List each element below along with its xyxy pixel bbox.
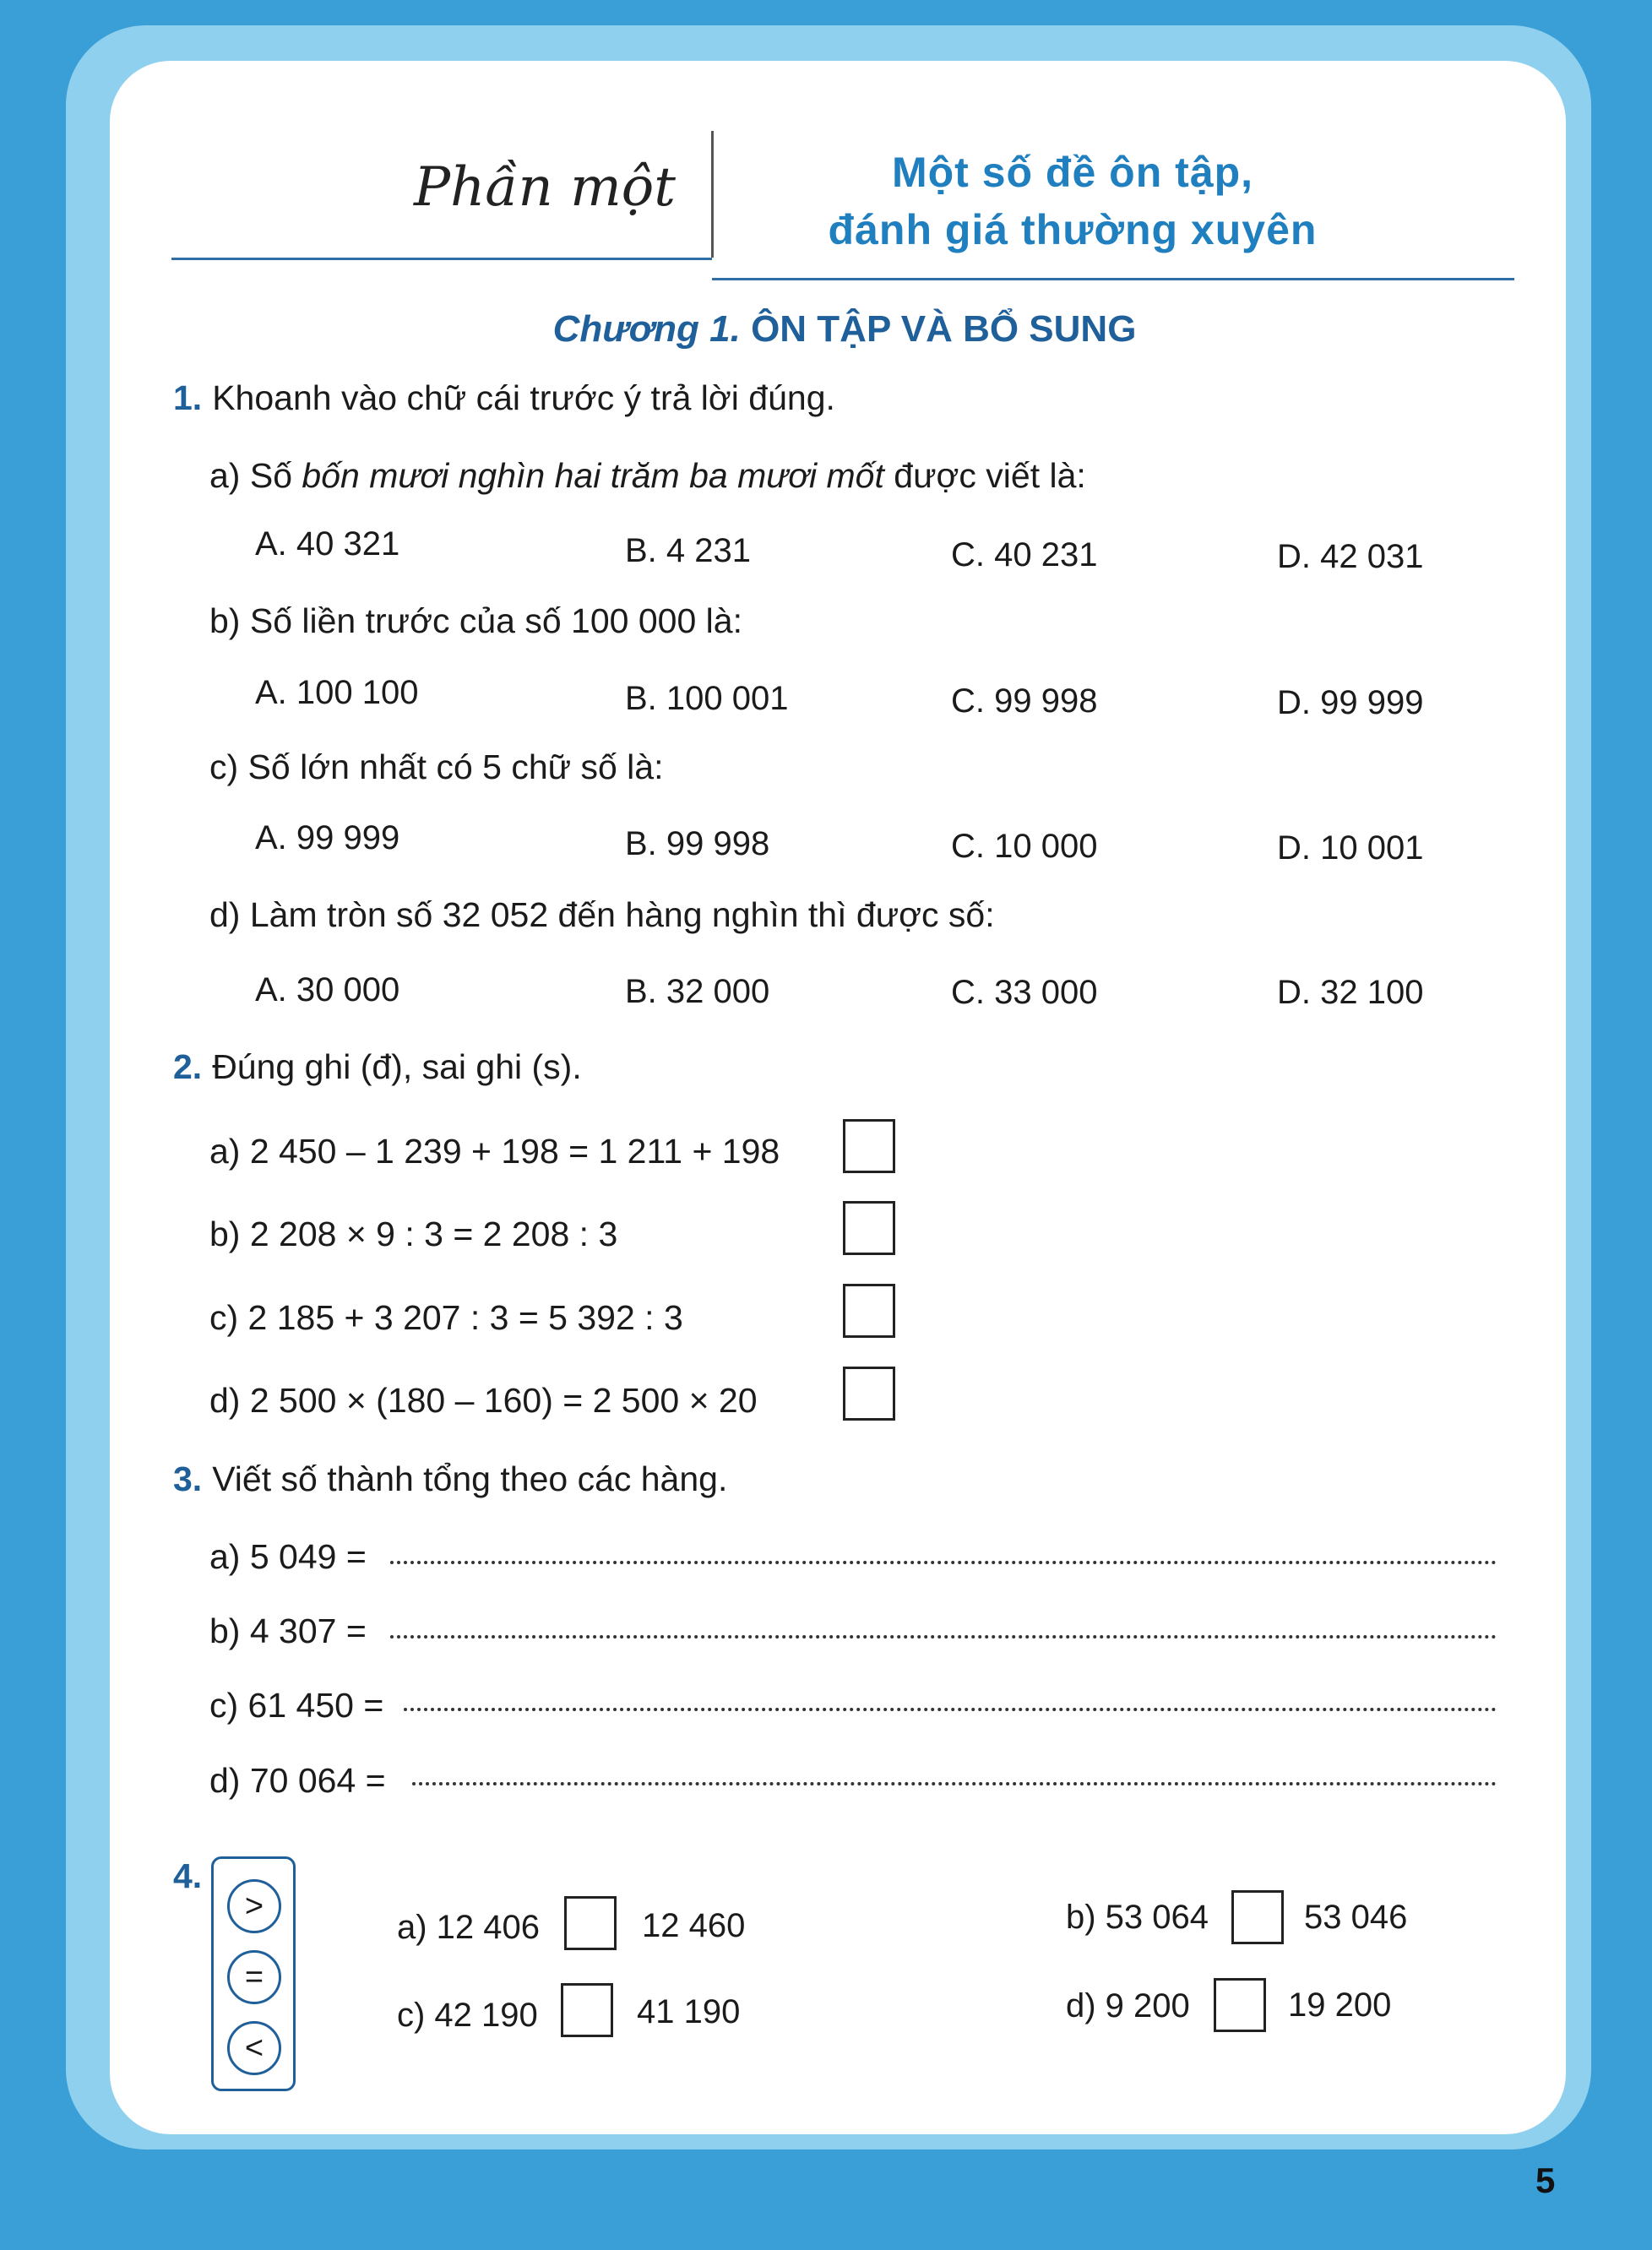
- q1b-option-a[interactable]: A. 100 100: [255, 674, 419, 711]
- question-number: 1.: [173, 378, 203, 417]
- q2-item-c: c) 2 185 + 3 207 : 3 = 5 392 : 3: [209, 1298, 683, 1337]
- q4-answer-box-d[interactable]: [1214, 1978, 1266, 2032]
- q1d-option-a[interactable]: A. 30 000: [255, 971, 400, 1008]
- header-rule-right: [712, 278, 1514, 280]
- q1c-option-a[interactable]: A. 99 999: [255, 819, 400, 856]
- q1c-option-c[interactable]: C. 10 000: [951, 828, 1098, 865]
- question-text: Khoanh vào chữ cái trước ý trả lời đúng.: [212, 378, 835, 417]
- q1b-option-c[interactable]: C. 99 998: [951, 682, 1098, 720]
- q4-item-d-right: 19 200: [1288, 1986, 1392, 2024]
- q1c-option-d[interactable]: D. 10 001: [1277, 829, 1424, 867]
- comparison-signs-panel: [211, 1856, 296, 2091]
- page-number: 5: [1535, 2160, 1556, 2200]
- q1d-prompt: d) Làm tròn số 32 052 đến hàng nghìn thì được số:: [209, 895, 995, 934]
- header-rule-left: [171, 258, 712, 260]
- chapter-heading: [473, 308, 1216, 351]
- q1b-option-d[interactable]: D. 99 999: [1277, 684, 1424, 721]
- q4-item-a-left: a) 12 406: [397, 1909, 541, 1946]
- q1c-prompt: c) Số lớn nhất có 5 chữ số là:: [209, 747, 664, 786]
- chapter-prefix: Chương 1.: [552, 308, 741, 350]
- q2-answer-box-c[interactable]: [843, 1284, 895, 1338]
- header-divider: [711, 131, 714, 258]
- question-2: [173, 1047, 582, 1087]
- worksheet: [110, 61, 1566, 2134]
- q4-item-b-left: b) 53 064: [1066, 1899, 1209, 1936]
- question-3: [173, 1459, 727, 1499]
- question-number: 3.: [173, 1459, 203, 1498]
- section-title: [785, 144, 1360, 258]
- question-number: 4.: [173, 1856, 203, 1895]
- q1d-option-d[interactable]: D. 32 100: [1277, 974, 1424, 1011]
- q1b-option-b[interactable]: B. 100 001: [625, 680, 789, 717]
- q4-answer-box-b[interactable]: [1231, 1890, 1284, 1944]
- q1a-italic: bốn mươi nghìn hai trăm ba mươi mốt: [302, 456, 884, 495]
- chapter-name: ÔN TẬP VÀ BỔ SUNG: [751, 308, 1137, 350]
- q3-item-a: a) 5 049 =: [209, 1537, 367, 1576]
- question-4: [173, 1856, 212, 1896]
- q1a-tail: được viết là:: [883, 456, 1086, 495]
- q3-answer-line-b[interactable]: [390, 1635, 1497, 1639]
- question-number: 2.: [173, 1047, 203, 1086]
- q3-item-c: c) 61 450 =: [209, 1686, 384, 1725]
- q2-item-a: a) 2 450 – 1 239 + 198 = 1 211 + 198: [209, 1132, 780, 1171]
- q3-answer-line-d[interactable]: [412, 1782, 1497, 1785]
- q4-item-b-right: 53 046: [1304, 1899, 1408, 1936]
- section-title-line1: Một số đề ôn tập,: [891, 149, 1254, 196]
- q3-item-b: b) 4 307 =: [209, 1611, 367, 1650]
- q4-item-a-right: 12 460: [642, 1907, 746, 1944]
- q1a-lead: a) Số: [209, 456, 302, 495]
- q2-item-d: d) 2 500 × (180 – 160) = 2 500 × 20: [209, 1381, 758, 1420]
- q2-answer-box-a[interactable]: [843, 1119, 895, 1173]
- q2-answer-box-d[interactable]: [843, 1367, 895, 1421]
- q1a-option-b[interactable]: B. 4 231: [625, 532, 752, 569]
- q1a-option-c[interactable]: C. 40 231: [951, 536, 1098, 573]
- q3-answer-line-c[interactable]: [404, 1708, 1497, 1711]
- q1a-prompt: [209, 456, 1086, 496]
- q2-answer-box-b[interactable]: [843, 1201, 895, 1255]
- section-title-line2: đánh giá thường xuyên: [828, 206, 1318, 253]
- q1a-option-d[interactable]: D. 42 031: [1277, 538, 1424, 575]
- q1c-option-b[interactable]: B. 99 998: [625, 825, 770, 862]
- greater-than-sign: >: [227, 1879, 281, 1933]
- q4-answer-box-a[interactable]: [564, 1896, 617, 1950]
- q2-item-b: b) 2 208 × 9 : 3 = 2 208 : 3: [209, 1215, 618, 1253]
- less-than-sign: <: [227, 2021, 281, 2075]
- q4-item-c-right: 41 190: [637, 1993, 741, 2030]
- q1b-prompt: b) Số liền trước của số 100 000 là:: [209, 601, 742, 640]
- question-text: Đúng ghi (đ), sai ghi (s).: [212, 1047, 582, 1086]
- q4-answer-box-c[interactable]: [561, 1983, 613, 2037]
- question-text: Viết số thành tổng theo các hàng.: [212, 1459, 728, 1498]
- q3-item-d: d) 70 064 =: [209, 1761, 386, 1800]
- q4-item-c-left: c) 42 190: [397, 1997, 538, 2034]
- q1d-option-b[interactable]: B. 32 000: [625, 973, 770, 1010]
- q4-item-d-left: d) 9 200: [1066, 1987, 1190, 2024]
- question-1: [173, 378, 835, 418]
- equal-sign: =: [227, 1950, 281, 2004]
- q1a-option-a[interactable]: A. 40 321: [255, 525, 400, 562]
- q3-answer-line-a[interactable]: [390, 1561, 1497, 1564]
- q1d-option-c[interactable]: C. 33 000: [951, 974, 1098, 1011]
- part-label: Phần một: [414, 156, 676, 219]
